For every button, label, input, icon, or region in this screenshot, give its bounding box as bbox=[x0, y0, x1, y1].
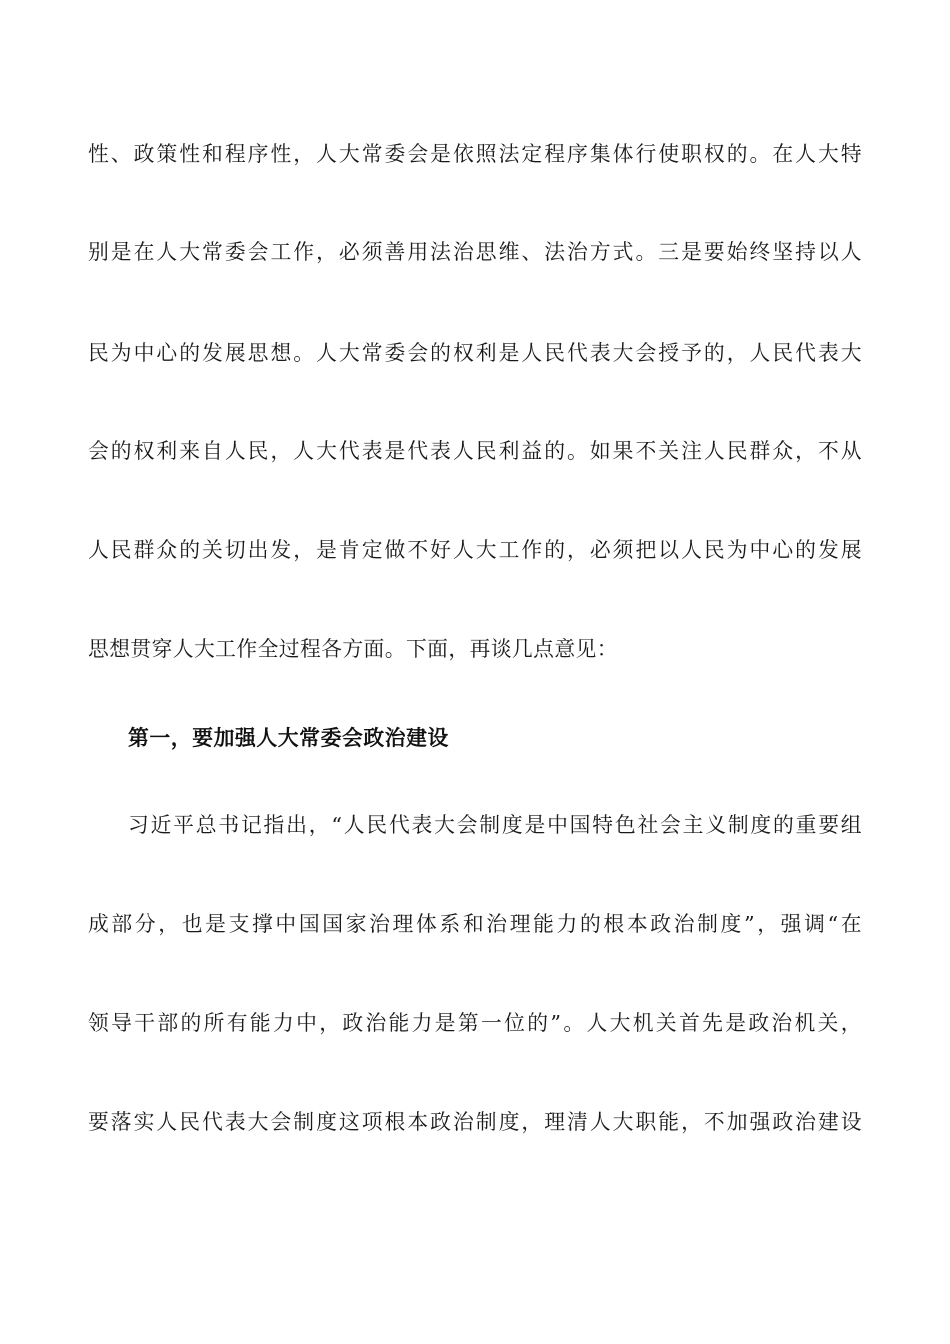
section-heading: 第一，要加强人大常委会政治建设 bbox=[128, 726, 449, 750]
section-paragraph-line-4: 要落实人民代表大会制度这项根本政治制度，理清人大职能，不加强政治建设 bbox=[88, 1110, 862, 1134]
paragraph-line-2: 别是在人大常委会工作，必须善用法治思维、法治方式。三是要始终坚持以人 bbox=[88, 240, 862, 264]
section-paragraph-line-2: 成部分，也是支撑中国国家治理体系和治理能力的根本政治制度”，强调“在 bbox=[88, 912, 862, 936]
paragraph-line-1: 性、政策性和程序性，人大常委会是依照法定程序集体行使职权的。在人大特 bbox=[88, 142, 862, 166]
paragraph-line-3: 民为中心的发展思想。人大常委会的权利是人民代表大会授予的，人民代表大 bbox=[88, 341, 862, 365]
paragraph-line-5: 人民群众的关切出发，是肯定做不好人大工作的，必须把以人民为中心的发展 bbox=[88, 538, 862, 562]
section-paragraph-line-3: 领导干部的所有能力中，政治能力是第一位的”。人大机关首先是政治机关， bbox=[88, 1011, 862, 1035]
section-paragraph-line-1: 习近平总书记指出，“人民代表大会制度是中国特色社会主义制度的重要组 bbox=[128, 813, 862, 837]
paragraph-line-4: 会的权利来自人民，人大代表是代表人民利益的。如果不关注人民群众，不从 bbox=[88, 439, 862, 463]
paragraph-line-6: 思想贯穿人大工作全过程各方面。下面，再谈几点意见： bbox=[88, 637, 618, 661]
